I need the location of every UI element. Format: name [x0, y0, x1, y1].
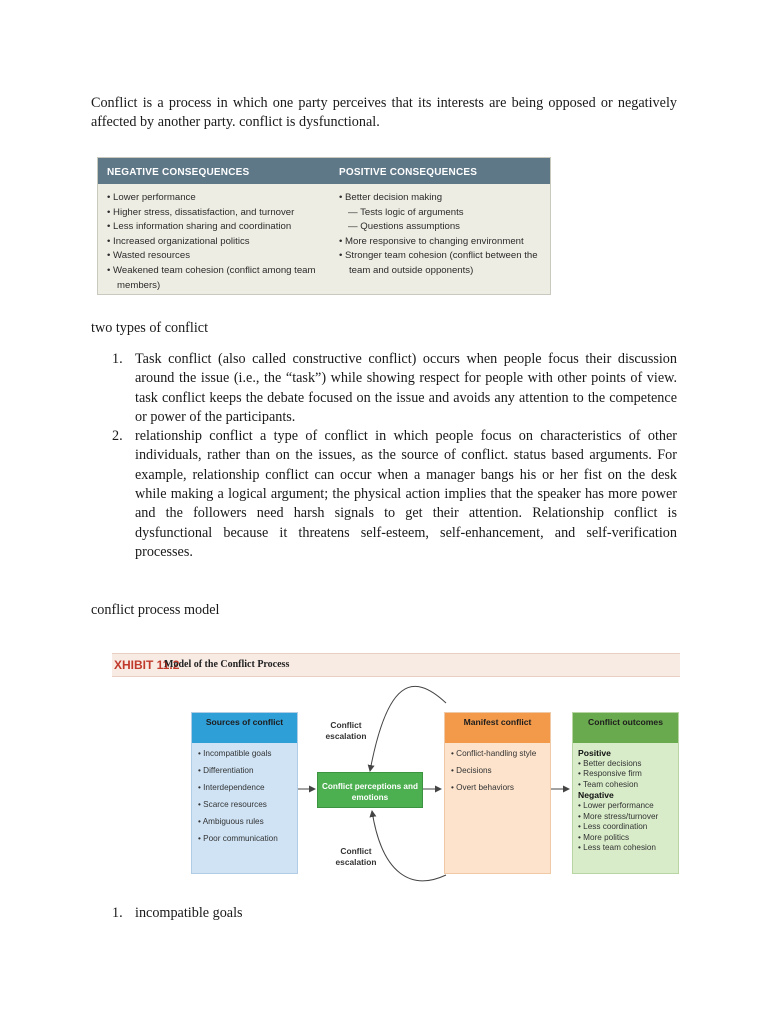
consequences-table	[97, 157, 551, 295]
final-list-text: incompatible goals	[135, 905, 243, 921]
manifest-item: • Conflict-handling style	[451, 749, 537, 758]
perceptions-label: Conflict perceptions and emotions	[322, 782, 418, 802]
process-heading: conflict process model	[91, 602, 220, 618]
outcomes-item: • More stress/turnover	[578, 811, 659, 821]
negative-item: • Less information sharing and coordination	[107, 221, 292, 233]
types-list	[91, 350, 677, 562]
perceptions-box	[317, 772, 423, 808]
negative-item: • Higher stress, dissatisfaction, and turnover	[107, 206, 295, 218]
list-number: 2.	[112, 428, 123, 445]
list-item	[91, 427, 677, 562]
list-number: 1.	[112, 351, 123, 367]
manifest-box	[444, 712, 551, 874]
outcomes-item: • Less team cohesion	[578, 843, 656, 853]
list-text: Task conflict (also called constructive conflict) occurs when people focus their discussion around the issue (i.e., the “task”) while showing respect for people with other points of view. task conflict keeps the debate focused on the issue and avoids any attention to the competence or power of the participants.	[135, 351, 677, 425]
manifest-item: • Overt behaviors	[451, 783, 514, 792]
sources-item: • Scarce resources	[198, 800, 267, 809]
positive-list	[339, 191, 544, 279]
positive-item: • Better decision making	[339, 192, 443, 203]
negative-item: • Increased organizational politics	[107, 235, 250, 247]
positive-header: POSITIVE CONSEQUENCES	[339, 167, 478, 178]
sources-item: • Interdependence	[198, 783, 265, 792]
outcomes-item: • Less coordination	[578, 822, 648, 832]
escalation-label-top: Conflict escalation	[325, 720, 367, 741]
list-item	[91, 350, 677, 427]
manifest-item: • Decisions	[451, 766, 492, 775]
outcomes-positive-label: Positive	[578, 748, 611, 758]
manifest-title: Manifest conflict	[445, 713, 550, 743]
final-list-number: 1.	[112, 905, 123, 921]
negative-item: • Lower performance	[107, 192, 196, 203]
positive-subitem: — Tests logic of arguments	[348, 206, 464, 218]
negative-item: • Weakened team cohesion (conflict among team members)	[107, 264, 316, 291]
sources-list	[198, 745, 298, 847]
sources-title: Sources of conflict	[192, 713, 297, 743]
outcomes-item: • Responsive firm	[578, 769, 642, 779]
types-heading: two types of conflict	[91, 320, 209, 336]
list-text: relationship conflict a type of conflict in which people focus on characteristics of other individuals, rather than on the issues, as the source of conflict. status based arguments. For example, relationship conflict can occur when a manager bangs his or her fist on the desk while making a logical argument; the physical action implies that the speaker has more power and the followers need harsh signals to get their attention. Relationship conflict is dysfunctional because it threatens self-esteem, self-enhancement, and self-verification processes.	[135, 428, 677, 560]
positive-subitem: — Questions assumptions	[348, 221, 460, 233]
outcomes-item: • More politics	[578, 832, 630, 842]
table-header	[98, 158, 550, 184]
negative-header: NEGATIVE CONSEQUENCES	[107, 167, 250, 178]
negative-item: • Wasted resources	[107, 250, 190, 262]
sources-item: • Incompatible goals	[198, 749, 272, 758]
outcomes-item: • Lower performance	[578, 800, 654, 810]
arrow-escalation-top	[370, 686, 446, 771]
sources-box	[191, 712, 298, 874]
outcomes-list	[578, 748, 678, 854]
exhibit-title: Model of the Conflict Process	[164, 659, 290, 670]
outcomes-box	[572, 712, 679, 874]
positive-item: • More responsive to changing environment	[339, 235, 524, 247]
outcomes-item: • Better decisions	[578, 758, 642, 768]
exhibit-number: XHIBIT 11.2	[114, 658, 180, 672]
positive-item: • Stronger team cohesion (conflict between the team and outside opponents)	[339, 250, 538, 276]
escalation-label-bottom: Conflict escalation	[335, 846, 377, 867]
outcomes-title: Conflict outcomes	[573, 713, 678, 743]
negative-list	[107, 191, 317, 293]
intro-paragraph: Conflict is a process in which one party perceives that its interests are being opposed or negatively affected by another party. conflict is dysfunctional.	[91, 95, 677, 130]
sources-item: • Poor communication	[198, 834, 278, 843]
sources-item: • Differentiation	[198, 766, 254, 775]
manifest-list	[451, 745, 551, 796]
conflict-process-figure	[112, 653, 680, 883]
outcomes-item: • Team cohesion	[578, 779, 639, 789]
sources-item: • Ambiguous rules	[198, 817, 264, 826]
outcomes-negative-label: Negative	[578, 790, 614, 801]
